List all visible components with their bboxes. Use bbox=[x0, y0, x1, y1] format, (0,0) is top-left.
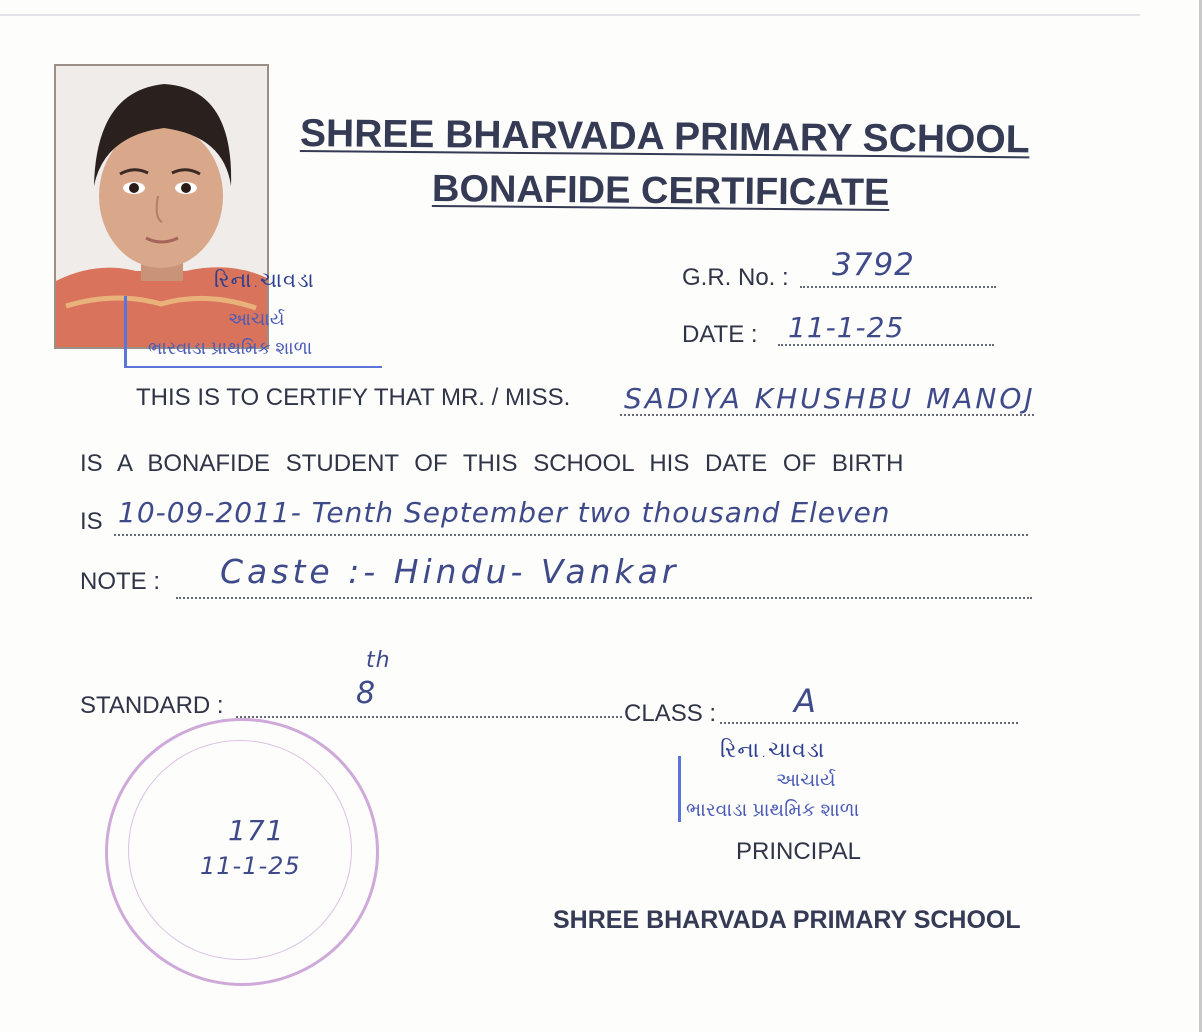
gr-number-value: 3792 bbox=[832, 247, 915, 283]
certify-text: THIS IS TO CERTIFY THAT MR. / MISS. bbox=[136, 384, 571, 411]
photo-stamp-underline bbox=[124, 366, 382, 368]
student-portrait-image bbox=[56, 66, 267, 347]
class-value: A bbox=[794, 682, 817, 720]
note-label: NOTE : bbox=[80, 568, 161, 595]
principal-stamp-designation: આચાર્ય bbox=[776, 770, 836, 791]
class-label: CLASS : bbox=[624, 700, 717, 727]
gr-number-label: G.R. No. : bbox=[682, 264, 789, 291]
photo-stamp-signature: રિના.ચાવડા bbox=[214, 268, 315, 292]
school-title: SHREE BHARVADA PRIMARY SCHOOL bbox=[299, 112, 1030, 162]
school-seal-inner-ring bbox=[128, 740, 352, 960]
standard-value: 8 bbox=[356, 676, 377, 711]
photo-stamp-designation: આચાર્ય bbox=[228, 309, 285, 329]
gr-number-dotted-line bbox=[800, 286, 996, 288]
is-label: IS bbox=[80, 508, 103, 535]
principal-label: PRINCIPAL bbox=[736, 838, 861, 865]
footer-school-name: SHREE BHARVADA PRIMARY SCHOOL bbox=[553, 906, 1021, 934]
photo-stamp-bracket bbox=[124, 296, 127, 366]
note-dotted-line bbox=[176, 597, 1032, 599]
top-border-line bbox=[0, 14, 1140, 16]
photo-stamp-school: ભારવાડા પ્રાથમિક શાળા bbox=[148, 338, 313, 358]
seal-number: 171 bbox=[228, 814, 285, 847]
bonafide-statement: IS A BONAFIDE STUDENT OF THIS SCHOOL HIS DATE OF BIRTH bbox=[80, 450, 904, 477]
student-name-value: SADIYA KHUSHBU MANOJ bbox=[624, 382, 1036, 415]
date-dotted-line bbox=[778, 344, 994, 346]
dob-value: 10-09-2011- Tenth September two thousand Eleven bbox=[118, 496, 891, 529]
standard-dotted-line bbox=[236, 716, 622, 718]
standard-label: STANDARD : bbox=[80, 692, 224, 719]
date-label: DATE : bbox=[682, 321, 758, 348]
date-value: 11-1-25 bbox=[788, 311, 905, 344]
certificate-title: BONAFIDE CERTIFICATE bbox=[431, 168, 890, 214]
seal-date: 11-1-25 bbox=[200, 852, 301, 880]
principal-stamp-bracket bbox=[678, 756, 681, 822]
principal-stamp-school: ભારવાડા પ્રાથમિક શાળા bbox=[686, 800, 860, 821]
dob-dotted-line bbox=[114, 534, 1028, 536]
standard-suffix: th bbox=[366, 648, 391, 673]
principal-signature: રિના.ચાવડા bbox=[720, 738, 826, 763]
class-dotted-line bbox=[720, 722, 1018, 724]
note-value: Caste :- Hindu- Vankar bbox=[220, 552, 680, 591]
student-photo bbox=[54, 64, 269, 349]
